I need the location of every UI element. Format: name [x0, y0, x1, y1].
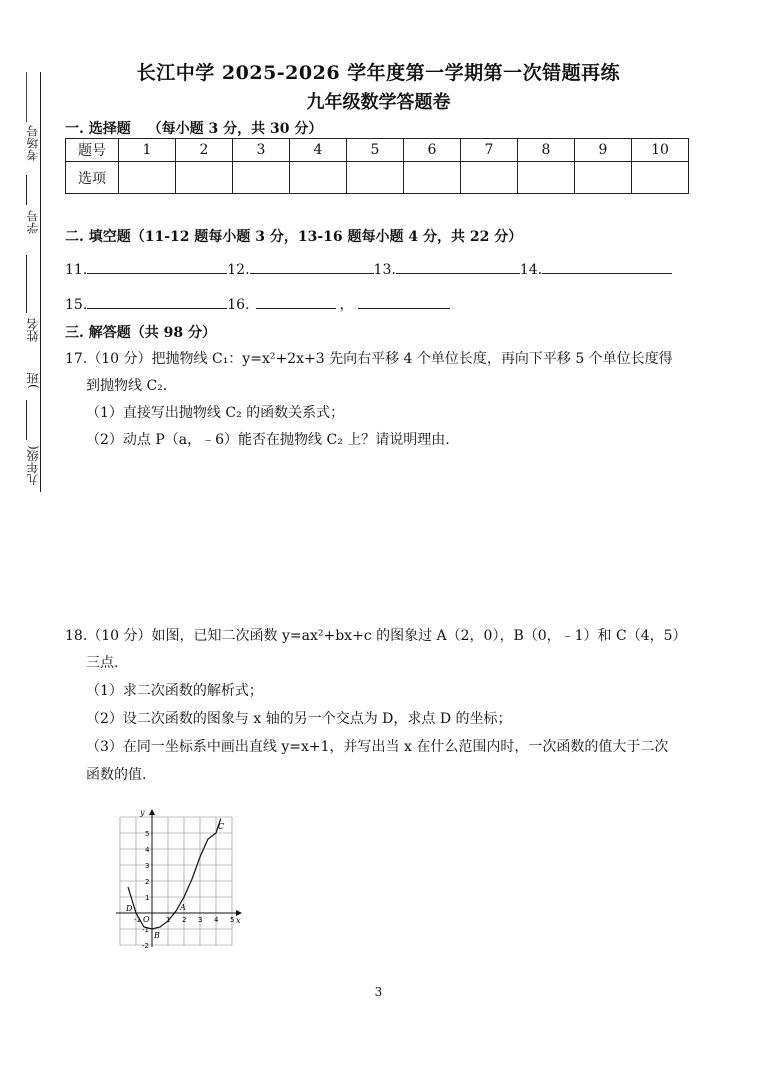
answer-cell[interactable]	[233, 162, 290, 194]
y-tick-label: 2	[145, 878, 150, 886]
col-header: 8	[518, 139, 575, 162]
col-header: 5	[347, 139, 404, 162]
section1-heading	[65, 118, 322, 138]
q17-part1: （1）直接写出抛物线 C₂ 的函数关系式；	[86, 405, 345, 421]
point-label-o: O	[143, 915, 150, 924]
fill-blank-14[interactable]	[542, 261, 672, 274]
y-tick-label: 3	[145, 862, 150, 870]
table-row	[66, 139, 689, 162]
choice-answer-table	[65, 138, 689, 194]
point-label-c: C	[218, 822, 225, 831]
fill-comma: ，	[339, 297, 354, 313]
q18-line2: 三点.	[86, 655, 119, 671]
q18-line1: 18.（10 分）如图，已知二次函数 y=ax²+bx+c 的图象过 A（2，0），B（0，﹣1）和 C（4，5）	[65, 628, 687, 644]
y-tick-label: 1	[145, 894, 150, 902]
parabola-graph	[82, 808, 262, 950]
col-header: 7	[461, 139, 518, 162]
table-row	[66, 162, 689, 194]
answer-cell[interactable]	[404, 162, 461, 194]
answer-cell[interactable]	[176, 162, 233, 194]
exam-title: 长江中学 2025-2026 学年度第一学期第一次错题再练	[136, 62, 621, 84]
row-header-number: 题号	[66, 139, 119, 162]
fill-row-1	[65, 261, 672, 278]
section3-heading: 三. 解答题（共 98 分）	[65, 325, 216, 341]
answer-cell[interactable]	[119, 162, 176, 194]
answer-cell[interactable]	[575, 162, 632, 194]
side-exam-room-label: 考场号	[26, 125, 40, 161]
section1-title: 一. 选择题	[65, 121, 131, 137]
col-header: 1	[119, 139, 176, 162]
y-tick-label: 5	[145, 830, 150, 838]
q18-part2: （2）设二次函数的图象与 x 轴的另一个交点为 D，求点 D 的坐标；	[86, 711, 512, 727]
fill-label-16: 16.	[227, 297, 250, 313]
fill-label-11: 11.	[65, 262, 88, 278]
fill-label-13: 13.	[373, 262, 396, 278]
col-header: 2	[176, 139, 233, 162]
x-tick-label: 4	[214, 916, 219, 924]
fill-label-12: 12.	[227, 262, 250, 278]
q18-part3: （3）在同一坐标系中画出直线 y=x+1，并写出当 x 在什么范围内时，一次函数的值大于二次	[86, 739, 669, 755]
answer-cell[interactable]	[347, 162, 404, 194]
answer-cell[interactable]	[518, 162, 575, 194]
page-number: 3	[374, 985, 383, 999]
y-tick-label: -2	[142, 942, 149, 950]
point-label-b: B	[154, 931, 160, 940]
parabola-curve	[128, 819, 221, 929]
point-label-a: A	[180, 903, 186, 912]
col-header: 9	[575, 139, 632, 162]
fill-label-14: 14.	[519, 262, 543, 278]
section1-note: （每小题 3 分，共 30 分）	[147, 121, 323, 137]
fill-blank-12[interactable]	[250, 261, 374, 274]
col-header: 10	[632, 139, 689, 162]
x-tick-label: 3	[198, 916, 203, 924]
side-student-no-label: 学号	[26, 210, 40, 234]
y-tick-label: -1	[142, 926, 149, 934]
q18-part4: 函数的值.	[86, 767, 147, 783]
student-no-blank	[26, 175, 27, 205]
fill-blank-15[interactable]	[87, 296, 227, 309]
exam-subtitle: 九年级数学答题卷	[306, 92, 451, 113]
answer-cell[interactable]	[461, 162, 518, 194]
x-tick-label: 2	[182, 916, 187, 924]
x-tick-label: 1	[166, 916, 171, 924]
side-grade-label: 九年级(	[26, 445, 40, 486]
fill-blank-13[interactable]	[396, 261, 520, 274]
q17-line2: 到抛物线 C₂.	[86, 378, 168, 394]
q18-part1: （1）求二次函数的解析式；	[86, 683, 263, 699]
section2-heading: 二. 填空题（11-12 题每小题 3 分，13-16 题每小题 4 分，共 22 分）	[65, 229, 523, 245]
y-axis-arrow-icon	[149, 809, 155, 815]
x-tick-label: -1	[134, 916, 141, 924]
col-header: 4	[290, 139, 347, 162]
answer-cell[interactable]	[632, 162, 689, 194]
y-axis-label: y	[140, 808, 145, 817]
side-class-label: )班	[26, 372, 40, 389]
col-header: 6	[404, 139, 461, 162]
col-header: 3	[233, 139, 290, 162]
point-label-d: D	[126, 904, 133, 913]
fill-label-15: 15.	[65, 297, 88, 313]
side-name-label: 姓名	[26, 318, 40, 342]
y-tick-label: 4	[145, 846, 150, 854]
name-blank	[26, 255, 27, 313]
row-header-option: 选项	[66, 162, 119, 194]
x-tick-label: 5	[230, 916, 235, 924]
x-axis-label: x	[236, 916, 241, 925]
answer-cell[interactable]	[290, 162, 347, 194]
fill-blank-16a[interactable]	[256, 296, 336, 309]
q17-line1: 17.（10 分）把抛物线 C₁：y=x²+2x+3 先向右平移 4 个单位长度，再向下平移 5 个单位长度得	[65, 351, 673, 367]
fill-row-2	[65, 294, 450, 314]
fill-blank-11[interactable]	[87, 261, 227, 274]
fill-blank-16b[interactable]	[358, 296, 450, 309]
q17-part2: （2）动点 P（a，﹣6）能否在抛物线 C₂ 上？请说明理由.	[86, 432, 450, 448]
class-blank	[26, 400, 27, 440]
